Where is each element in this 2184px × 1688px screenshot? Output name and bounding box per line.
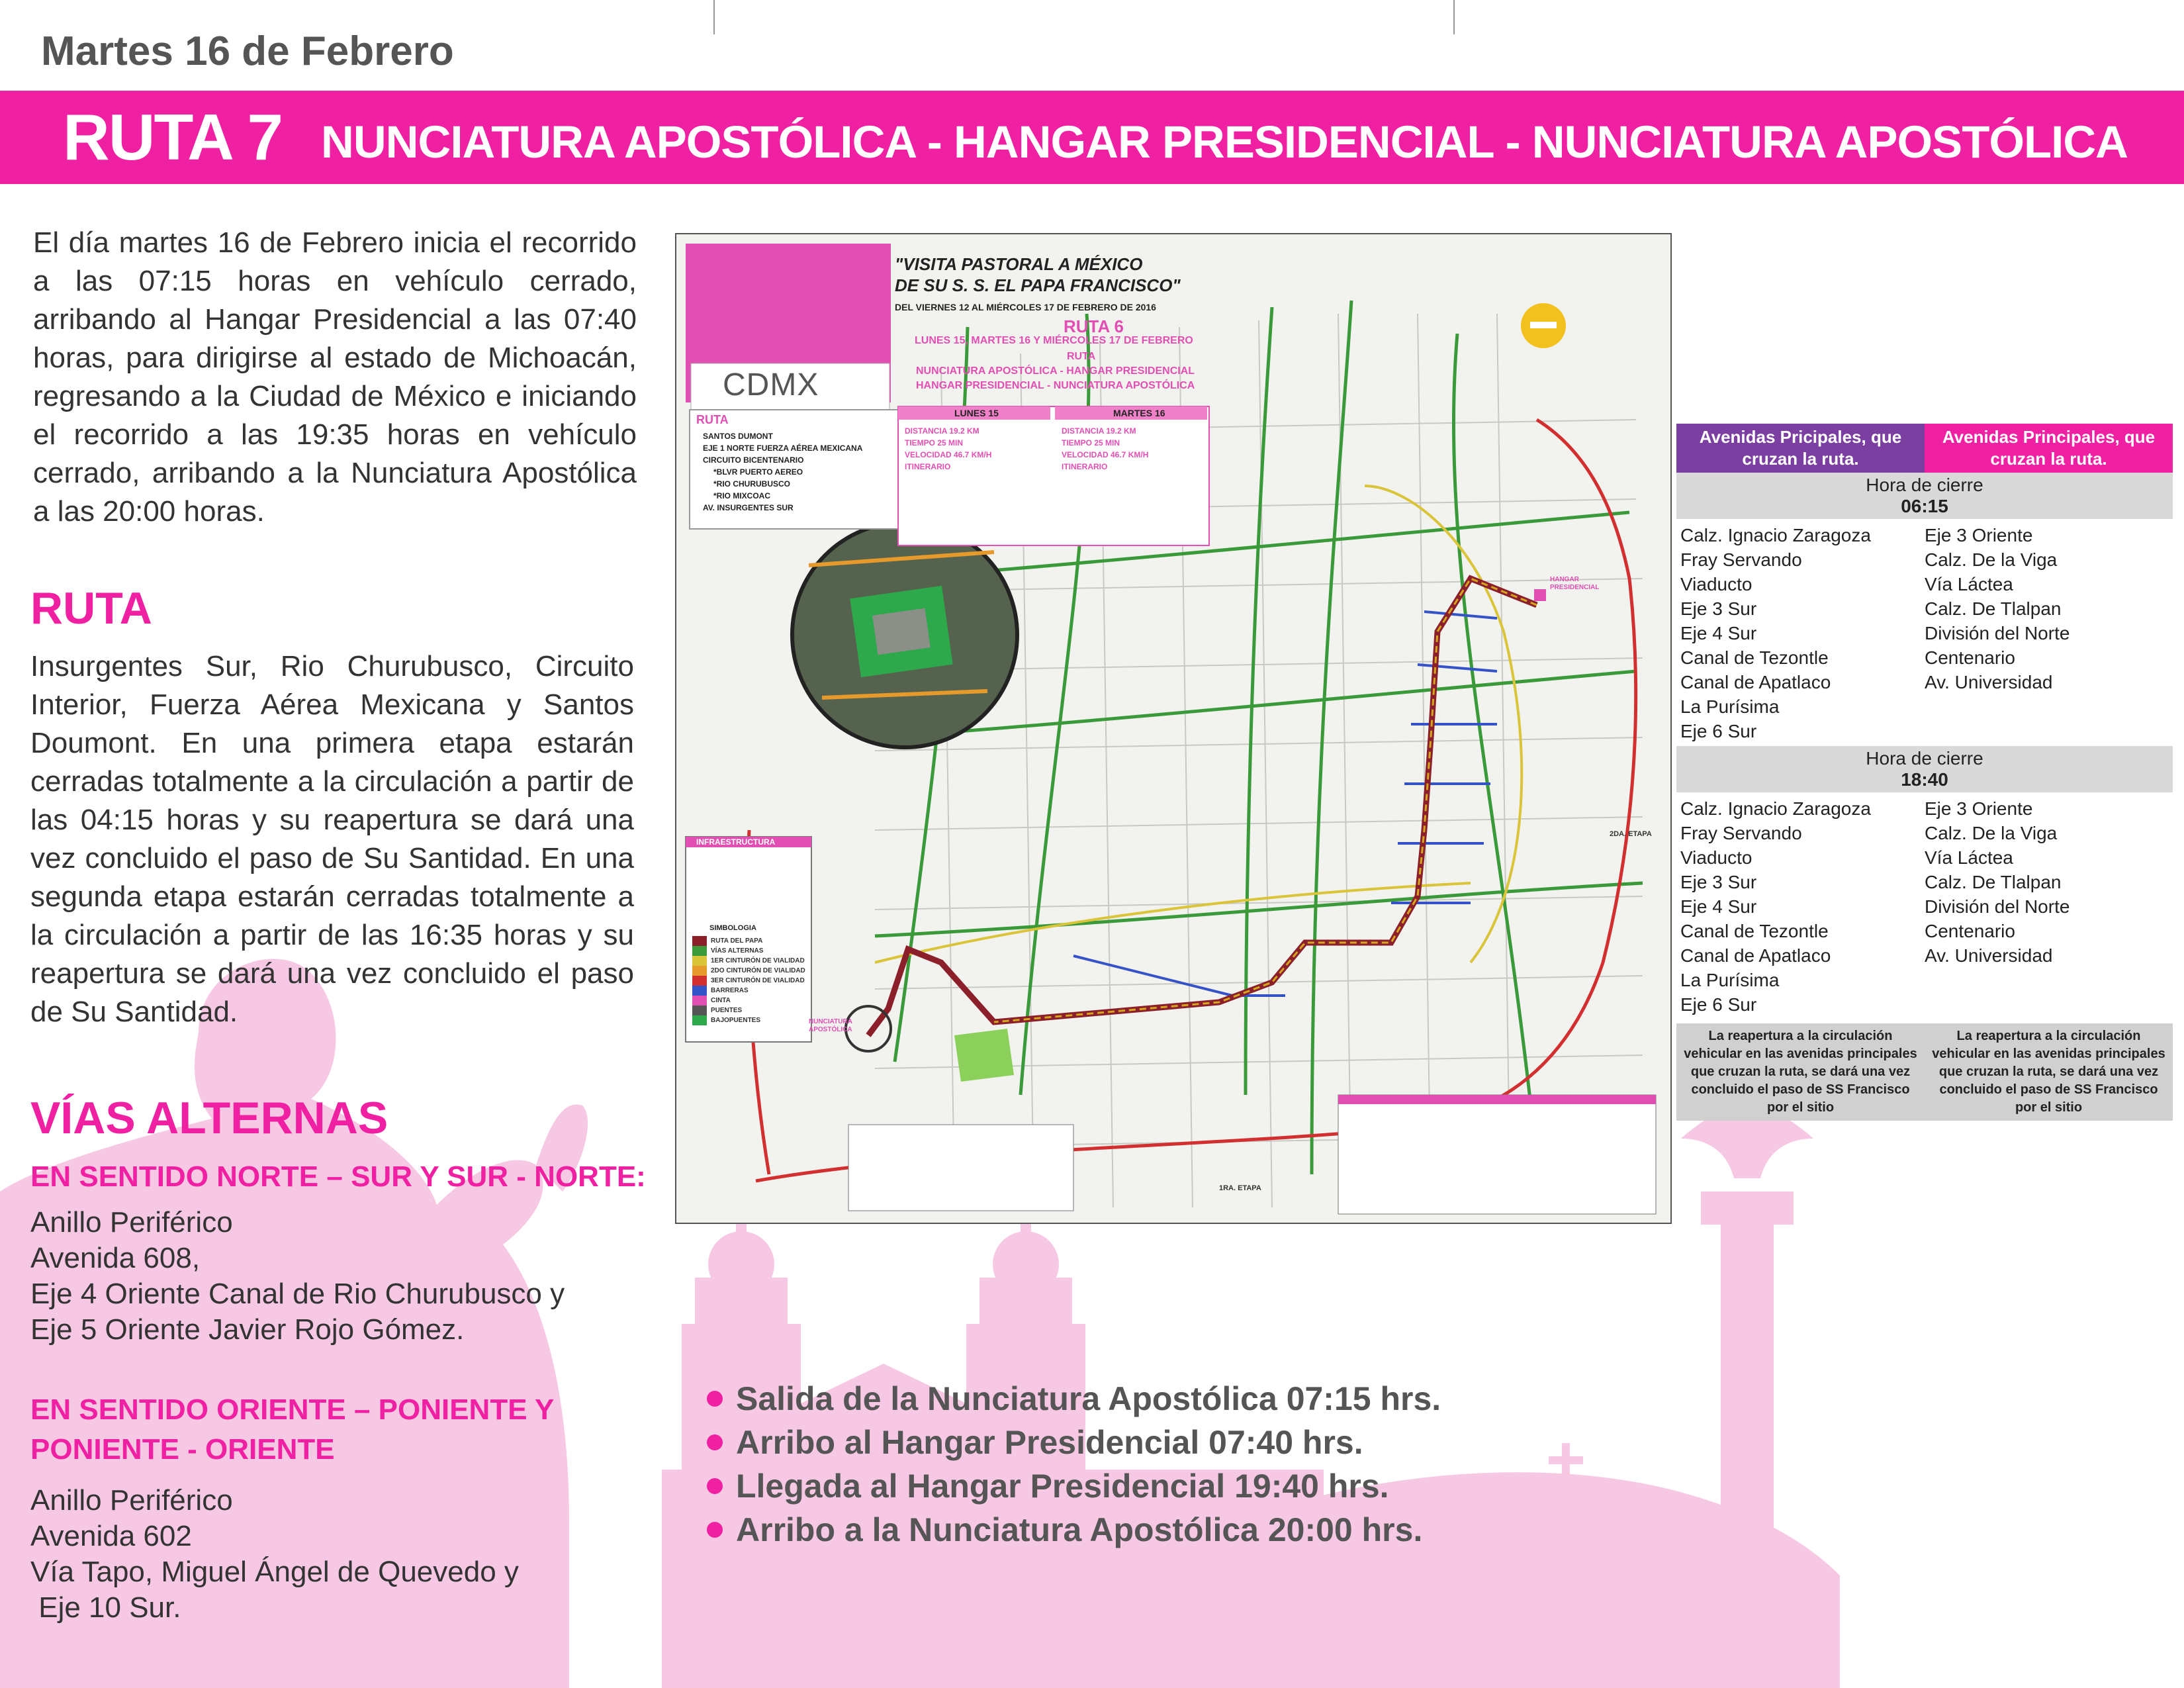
closure-time-label: Hora de cierre [1866, 475, 1983, 495]
simbologia-title: SIMBOLOGIA [709, 924, 756, 932]
schedule-item [707, 1464, 1441, 1508]
closures-table [1676, 424, 2173, 1121]
street-item: Eje 3 Sur [1680, 598, 1757, 619]
street-item: Fray Servando [1680, 549, 1802, 570]
street-item: Canal de Tezontle [1680, 921, 1829, 941]
street-item: La Purísima [1680, 970, 1780, 990]
schedule-list [707, 1377, 1441, 1552]
street-item: Eje 4 Sur [1680, 896, 1757, 917]
street-item: Centenario [1925, 921, 2015, 941]
street-item: Canal de Apatlaco [1680, 672, 1831, 692]
closure-streets [1676, 519, 2173, 746]
list-item: Eje 4 Oriente Canal de Rio Churubusco y [30, 1278, 565, 1310]
street-item: Fray Servando [1680, 823, 1802, 843]
cdmx-logo: CDMX [723, 367, 819, 402]
itinerary-col2-title: MARTES 16 [1113, 408, 1165, 418]
legend-item: RUTA DEL PAPA [692, 936, 805, 946]
hangar-label: HANGAR PRESIDENCIAL [1550, 576, 1600, 591]
legend-item: CINTA [692, 996, 805, 1006]
ruta-paragraph: Insurgentes Sur, Rio Churubusco, Circuito Interior, Fuerza Aérea Mexicana y Santos Doumont. En una primera etapa estarán cerradas totalmente a la circulación a partir de las 04:15 horas y su reapertura se dará una vez concluido el paso de Su Santidad. En una segunda etapa estarán cerradas totalmente a la circulación a partir de las 16:35 horas y su reapertura se dará una vez concluido el paso de Su Santidad. [30, 650, 634, 1028]
closure-streets-right [1925, 523, 2169, 743]
hangar-marker [1534, 589, 1546, 601]
schedule-item [707, 1508, 1441, 1552]
street-item: Eje 6 Sur [1680, 721, 1757, 741]
street-item: Viaducto [1680, 847, 1752, 868]
ruta-box-item: EJE 1 NORTE FUERZA AÉREA MEXICANA [703, 444, 863, 453]
schedule-text: Llegada al Hangar Presidencial 19:40 hrs. [736, 1468, 1389, 1505]
list-item: Eje 10 Sur. [30, 1591, 181, 1624]
bullet-icon [707, 1434, 723, 1450]
list-item: Avenida 608, [30, 1242, 201, 1274]
oriente-poniente-heading: EN SENTIDO ORIENTE – PONIENTE Y PONIENTE - ORIENTE [30, 1393, 554, 1466]
map-route-b: HANGAR PRESIDENCIAL - NUNCIATURA APOSTÓLICA [916, 380, 1195, 391]
route-banner [0, 91, 2184, 184]
closure-streets-left [1680, 796, 1925, 1017]
ruta-box-item: *RIO CHURUBUSCO [713, 479, 791, 489]
closure-time-value: 06:15 [1901, 496, 1948, 516]
list-item: Anillo Periférico [30, 1484, 233, 1517]
bottom-right-box [1338, 1095, 1656, 1214]
closure-streets-right [1925, 796, 2169, 1017]
street-item: Canal de Apatlaco [1680, 945, 1831, 966]
street-item: Centenario [1925, 647, 2015, 668]
schedule-text: Salida de la Nunciatura Apostólica 07:15 hrs. [736, 1380, 1441, 1417]
street-item: Eje 4 Sur [1680, 623, 1757, 643]
itinerary-line: TIEMPO 25 MIN [1062, 438, 1120, 447]
legend-item: 1ER CINTURÓN DE VIALIDAD [692, 956, 805, 966]
street-item: Vía Láctea [1925, 847, 2013, 868]
itinerary-line: DISTANCIA 19.2 KM [905, 426, 979, 436]
street-item: Calz. De la Viga [1925, 549, 2058, 570]
street-item: Calz. Ignacio Zaragoza [1680, 525, 1871, 545]
norte-sur-heading: EN SENTIDO NORTE – SUR Y SUR - NORTE: [30, 1160, 646, 1193]
schedule-item [707, 1377, 1441, 1421]
bottom-info-box [848, 1125, 1073, 1211]
oriente-poniente-list [30, 1483, 519, 1626]
reopening-note-left: La reapertura a la circulación vehicular en las avenidas principales que cruzan la ruta, se dará una vez concluido el paso de SS Francisco por el sitio [1684, 1029, 1917, 1115]
legend-item: 2DO CINTURÓN DE VIALIDAD [692, 966, 805, 976]
itinerary-line: ITINERARIO [1062, 462, 1108, 471]
street-item: Calz. De Tlalpan [1925, 598, 2062, 619]
ruta-box-item: AV. INSURGENTES SUR [703, 503, 794, 512]
street-item: Viaducto [1680, 574, 1752, 594]
street-item: Calz. De la Viga [1925, 823, 2058, 843]
vias-alternas-heading: VÍAS ALTERNAS [30, 1093, 388, 1143]
park-area [954, 1029, 1014, 1082]
street-item: Eje 3 Oriente [1925, 798, 2033, 819]
street-item: Eje 3 Oriente [1925, 525, 2033, 545]
itinerary-col1 [905, 425, 991, 473]
bullet-icon [707, 1391, 723, 1407]
table-header [1676, 424, 2173, 473]
ruta-box-title: RUTA [696, 413, 729, 426]
schedule-text: Arribo al Hangar Presidencial 07:40 hrs. [736, 1424, 1363, 1461]
closure-streets-left [1680, 523, 1925, 743]
street-item: Eje 6 Sur [1680, 994, 1757, 1015]
bullet-icon [707, 1522, 723, 1538]
page-date: Martes 16 de Febrero [41, 28, 454, 74]
etapa1-label: 1RA. ETAPA [1219, 1184, 1261, 1192]
list-item: Eje 5 Oriente Javier Rojo Gómez. [30, 1313, 465, 1346]
street-item: Av. Universidad [1925, 945, 2053, 966]
ruta-heading: RUTA [30, 583, 152, 633]
itinerary-col2 [1062, 425, 1148, 473]
route-map [675, 233, 1672, 1224]
route-number: RUTA 7 [63, 101, 282, 173]
table-header-left: Avenidas Pricipales, que cruzan la ruta. [1676, 424, 1925, 473]
street-item: División del Norte [1925, 623, 2070, 643]
street-item: Canal de Tezontle [1680, 647, 1829, 668]
itinerary-line: ITINERARIO [905, 462, 951, 471]
itinerary-line: VELOCIDAD 46.7 KM/H [905, 450, 992, 459]
intro-paragraph: El día martes 16 de Febrero inicia el recorrido a las 07:15 horas en vehículo cerrado, arribando al Hangar Presidencial a las 07:40 horas, para dirigirse al estado de Michoacán, regresando a la Ciudad de México e iniciando el recorrido a las 19:35 horas en vehículo cerrado, arribando a la Nunciatura Apostólica a las 20:00 horas. [33, 226, 637, 528]
ruta-box-item: CIRCUITO BICENTENARIO [703, 455, 804, 465]
map-route-word: RUTA [1067, 351, 1096, 362]
itinerary-line: VELOCIDAD 46.7 KM/H [1062, 450, 1149, 459]
etapa2-label: 2DA. ETAPA [1610, 830, 1652, 838]
street-item: La Purísima [1680, 696, 1780, 717]
itinerary-line: TIEMPO 25 MIN [905, 438, 964, 447]
legend-item: BAJOPUENTES [692, 1015, 805, 1025]
map-ruta-label: RUTA 6 [1064, 316, 1124, 336]
map-dates: DEL VIERNES 12 AL MIÉRCOLES 17 DE FEBRERO DE 2016 [895, 302, 1156, 312]
map-route-a: NUNCIATURA APOSTÓLICA - HANGAR PRESIDENCIAL [916, 365, 1195, 377]
list-item: Anillo Periférico [30, 1206, 233, 1239]
legend-item: BARRERAS [692, 986, 805, 996]
infra-title: INFRAESTRUCTURA [696, 837, 776, 847]
ruta-box-item: SANTOS DUMONT [703, 432, 773, 441]
ruta-box-item: *RIO MIXCOAC [713, 491, 771, 500]
street-item: Av. Universidad [1925, 672, 2053, 692]
table-header-right: Avenidas Principales, que cruzan la ruta. [1925, 424, 2173, 473]
street-item: Eje 3 Sur [1680, 872, 1757, 892]
itinerary-col1-title: LUNES 15 [954, 408, 999, 418]
nunciatura-label: NUNCIATURA APOSTÓLICA [809, 1018, 852, 1033]
street-item: Vía Láctea [1925, 574, 2013, 594]
ruta-box-list [703, 430, 862, 514]
ruta-box-item: *BLVR PUERTO AEREO [713, 467, 803, 477]
schedule-text: Arribo a la Nunciatura Apostólica 20:00 hrs. [736, 1511, 1423, 1548]
map-title-1: "VISITA PASTORAL A MÉXICO [895, 254, 1143, 274]
street-item: Calz. De Tlalpan [1925, 872, 2062, 892]
reopening-note [1676, 1023, 2173, 1121]
list-item: Vía Tapo, Miguel Ángel de Quevedo y [30, 1556, 519, 1588]
schedule-item [707, 1421, 1441, 1464]
legend-item: VÍAS ALTERNAS [692, 946, 805, 956]
reopening-note-right: La reapertura a la circulación vehicular en las avenidas principales que cruzan la ruta, se dará una vez concluido el paso de SS Francisco por el sitio [1932, 1029, 2165, 1115]
map-days: LUNES 15, MARTES 16 Y MIÉRCOLES 17 DE FEBRERO [915, 335, 1193, 346]
closure-time-row [1676, 473, 2173, 519]
street-item: Calz. Ignacio Zaragoza [1680, 798, 1871, 819]
map-legend [692, 936, 805, 1025]
legend-item: PUENTES [692, 1006, 805, 1015]
route-name: NUNCIATURA APOSTÓLICA - HANGAR PRESIDENCIAL - NUNCIATURA APOSTÓLICA [321, 117, 2128, 167]
closure-streets [1676, 792, 2173, 1019]
bullet-icon [707, 1478, 723, 1494]
street-item: División del Norte [1925, 896, 2070, 917]
list-item: Avenida 602 [30, 1520, 192, 1552]
itinerary-line: DISTANCIA 19.2 KM [1062, 426, 1136, 436]
closure-time-row [1676, 746, 2173, 792]
map-title-2: DE SU S. S. EL PAPA FRANCISCO" [895, 275, 1181, 295]
norte-sur-list [30, 1205, 565, 1348]
legend-item: 3ER CINTURÓN DE VIALIDAD [692, 976, 805, 986]
closure-time-value: 18:40 [1901, 769, 1948, 790]
closure-time-label: Hora de cierre [1866, 748, 1983, 769]
